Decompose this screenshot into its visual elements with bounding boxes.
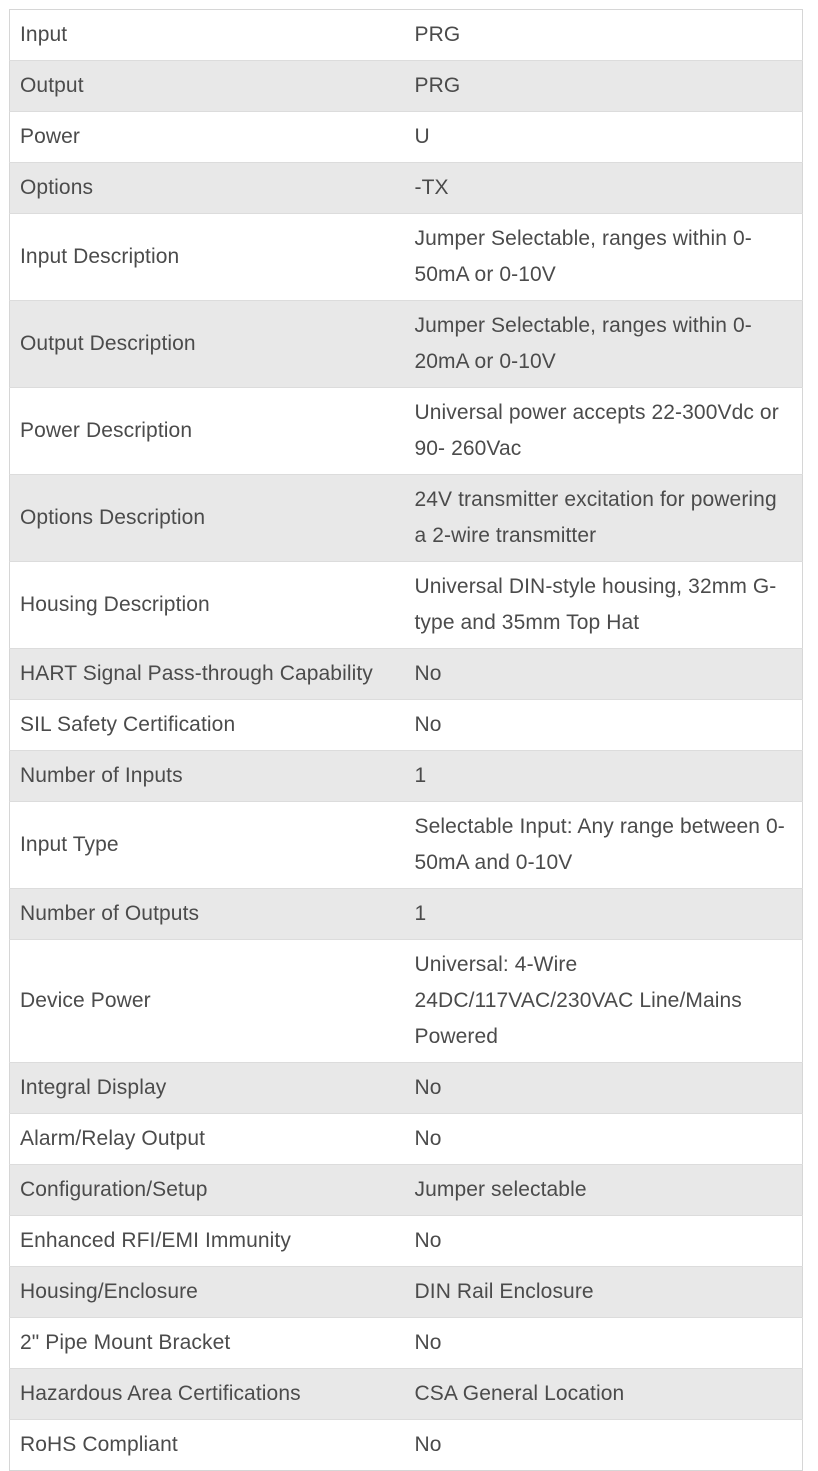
spec-row xyxy=(10,1369,803,1420)
spec-value: No xyxy=(406,1216,803,1267)
spec-value: No xyxy=(406,649,803,700)
spec-row xyxy=(10,649,803,700)
spec-label: RoHS Compliant xyxy=(10,1420,406,1471)
spec-row xyxy=(10,940,803,1063)
spec-label: Power Description xyxy=(10,388,406,475)
spec-value: Universal: 4-Wire 24DC/117VAC/230VAC Line/Mains Powered xyxy=(406,940,803,1063)
spec-label: SIL Safety Certification xyxy=(10,700,406,751)
spec-row xyxy=(10,1165,803,1216)
spec-label: Alarm/Relay Output xyxy=(10,1114,406,1165)
spec-value: Selectable Input: Any range between 0-50mA and 0-10V xyxy=(406,802,803,889)
spec-row xyxy=(10,10,803,61)
spec-row xyxy=(10,802,803,889)
spec-value: DIN Rail Enclosure xyxy=(406,1267,803,1318)
spec-value: Universal DIN-style housing, 32mm G-type and 35mm Top Hat xyxy=(406,562,803,649)
spec-value: PRG xyxy=(406,10,803,61)
spec-value: U xyxy=(406,112,803,163)
spec-value: Universal power accepts 22-300Vdc or 90- 260Vac xyxy=(406,388,803,475)
spec-value: No xyxy=(406,1114,803,1165)
spec-value: Jumper Selectable, ranges within 0-50mA or 0-10V xyxy=(406,214,803,301)
spec-label: Housing Description xyxy=(10,562,406,649)
spec-label: Hazardous Area Certifications xyxy=(10,1369,406,1420)
spec-value: -TX xyxy=(406,163,803,214)
spec-row xyxy=(10,388,803,475)
spec-label: Power xyxy=(10,112,406,163)
spec-row xyxy=(10,1420,803,1471)
spec-value: No xyxy=(406,1420,803,1471)
spec-row xyxy=(10,1114,803,1165)
spec-label: Output Description xyxy=(10,301,406,388)
spec-label: Enhanced RFI/EMI Immunity xyxy=(10,1216,406,1267)
spec-label: Number of Inputs xyxy=(10,751,406,802)
spec-row xyxy=(10,1267,803,1318)
spec-label: 2" Pipe Mount Bracket xyxy=(10,1318,406,1369)
spec-row xyxy=(10,1063,803,1114)
spec-row xyxy=(10,301,803,388)
spec-row xyxy=(10,1216,803,1267)
spec-row xyxy=(10,475,803,562)
spec-value: No xyxy=(406,1063,803,1114)
spec-row xyxy=(10,61,803,112)
specifications-table-body xyxy=(10,10,803,1471)
spec-label: Configuration/Setup xyxy=(10,1165,406,1216)
spec-label: Device Power xyxy=(10,940,406,1063)
spec-value: 24V transmitter excitation for powering a 2-wire transmitter xyxy=(406,475,803,562)
spec-row xyxy=(10,751,803,802)
spec-row xyxy=(10,700,803,751)
spec-label: Input Type xyxy=(10,802,406,889)
spec-row xyxy=(10,889,803,940)
spec-value: Jumper Selectable, ranges within 0-20mA or 0-10V xyxy=(406,301,803,388)
spec-label: Integral Display xyxy=(10,1063,406,1114)
spec-row xyxy=(10,214,803,301)
spec-value: CSA General Location xyxy=(406,1369,803,1420)
spec-value: No xyxy=(406,700,803,751)
spec-label: Input Description xyxy=(10,214,406,301)
spec-row xyxy=(10,1318,803,1369)
spec-label: Housing/Enclosure xyxy=(10,1267,406,1318)
spec-value: No xyxy=(406,1318,803,1369)
spec-label: Number of Outputs xyxy=(10,889,406,940)
specifications-table xyxy=(9,9,803,1471)
spec-value: Jumper selectable xyxy=(406,1165,803,1216)
spec-label: Options Description xyxy=(10,475,406,562)
spec-label: Options xyxy=(10,163,406,214)
spec-label: Input xyxy=(10,10,406,61)
spec-label: Output xyxy=(10,61,406,112)
spec-value: 1 xyxy=(406,751,803,802)
spec-label: HART Signal Pass-through Capability xyxy=(10,649,406,700)
spec-value: PRG xyxy=(406,61,803,112)
spec-value: 1 xyxy=(406,889,803,940)
spec-row xyxy=(10,562,803,649)
spec-row xyxy=(10,112,803,163)
spec-row xyxy=(10,163,803,214)
